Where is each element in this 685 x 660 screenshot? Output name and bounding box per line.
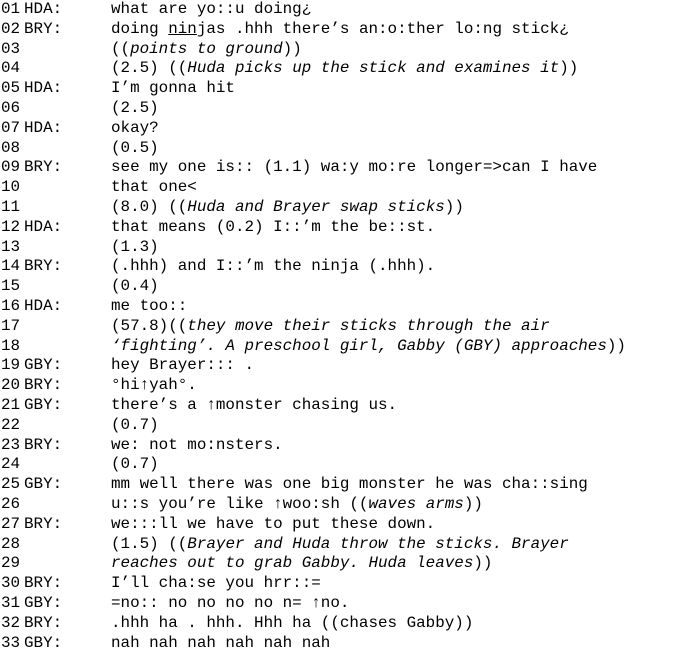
utterance-text	[111, 238, 159, 258]
line-number: 29	[1, 554, 21, 573]
transcript-line	[0, 535, 685, 555]
line-number: 18	[1, 336, 21, 355]
transcript-segment: (.hhh) and I::’m the ninja (.hhh).	[111, 257, 436, 276]
speaker-label: GBY:	[24, 475, 63, 494]
line-number: 13	[1, 237, 21, 256]
transcript-line	[0, 238, 685, 258]
speaker-label: BRY:	[24, 19, 63, 38]
speaker-label: GBY:	[24, 396, 63, 414]
transcript-line	[0, 139, 685, 159]
speaker-label: HDA:	[24, 297, 63, 315]
line-number: 07	[1, 118, 21, 137]
transcript-line	[0, 337, 685, 357]
utterance-text	[111, 99, 159, 119]
transcript-segment: we:::ll we have to put these down.	[111, 514, 436, 533]
line-number: 15	[1, 277, 21, 296]
line-number: 08	[1, 138, 21, 157]
speaker-label: BRY:	[24, 613, 63, 632]
transcript-segment: nin	[168, 19, 197, 38]
transcript-annotation: points to ground	[130, 39, 283, 58]
line-number: 33	[1, 633, 21, 652]
transcript-segment: ))	[606, 336, 626, 355]
speaker-label: GBY:	[24, 633, 63, 652]
transcript-segment: (8.0) ((	[111, 198, 188, 216]
transcript-line	[0, 40, 685, 60]
transcript-line	[0, 198, 685, 218]
transcript-line	[0, 356, 685, 376]
speaker-label: BRY:	[24, 257, 63, 276]
transcript-line	[0, 178, 685, 198]
utterance-text	[111, 337, 626, 357]
transcript-annotation: waves arms	[368, 495, 464, 513]
utterance-text	[111, 594, 349, 614]
transcript-line	[0, 79, 685, 99]
utterance-text	[111, 554, 492, 574]
speaker-label: HDA:	[24, 0, 63, 18]
utterance-text	[111, 0, 311, 20]
transcript-line	[0, 495, 685, 515]
transcript-segment: ((	[111, 39, 131, 58]
transcript-segment: (57.8)((	[111, 316, 188, 335]
transcript-segment: that means (0.2) I::’m the be::st.	[111, 217, 436, 236]
line-number: 17	[1, 316, 21, 335]
line-number: 02	[1, 19, 21, 38]
line-number: 28	[1, 534, 21, 553]
transcript-annotation: reaches out to grab Gabby. Huda leaves	[111, 554, 474, 573]
transcript-line	[0, 0, 685, 20]
utterance-text	[111, 158, 597, 178]
speaker-label: BRY:	[24, 574, 63, 593]
transcript-segment: (1.3)	[111, 237, 159, 256]
utterance-text	[111, 317, 550, 337]
transcript-segment: (0.5)	[111, 138, 159, 157]
transcript-line	[0, 554, 685, 574]
transcript-line	[0, 158, 685, 178]
utterance-text	[111, 574, 321, 594]
speaker-label: HDA:	[24, 217, 63, 236]
utterance-text	[111, 297, 187, 317]
transcript-segment: ))	[473, 554, 493, 573]
speaker-label: HDA:	[24, 79, 63, 98]
utterance-text	[111, 178, 197, 198]
transcript-segment: (2.5) ((	[111, 59, 188, 78]
utterance-text	[111, 515, 435, 535]
line-number: 32	[1, 613, 21, 632]
transcript-line	[0, 218, 685, 238]
line-number: 11	[1, 198, 21, 216]
transcript-segment: hey Brayer::: .	[111, 356, 255, 375]
transcript-annotation: they move their sticks through the air	[187, 316, 550, 335]
transcript-segment: (0.7)	[111, 415, 159, 434]
transcript-segment: (1.5) ((	[111, 534, 188, 553]
line-number: 24	[1, 455, 21, 474]
utterance-text	[111, 475, 588, 495]
line-number: 19	[1, 356, 21, 375]
transcript-segment: nah nah nah nah nah nah	[111, 633, 331, 652]
transcript-line	[0, 614, 685, 634]
transcript-line	[0, 376, 685, 396]
utterance-text	[111, 614, 473, 634]
utterance-text	[111, 59, 578, 79]
transcript-segment: ))	[559, 59, 579, 78]
transcript-segment: ))	[463, 495, 483, 513]
transcript-segment: doing	[111, 19, 169, 38]
transcript-segment: °hi↑yah°.	[111, 376, 197, 395]
transcript-annotation: Huda picks up the stick and examines it	[187, 59, 560, 78]
transcript-line	[0, 594, 685, 614]
transcript-line	[0, 396, 685, 416]
utterance-text	[111, 356, 254, 376]
transcript-line	[0, 475, 685, 495]
line-number: 09	[1, 158, 21, 177]
utterance-text	[111, 634, 330, 654]
transcript-segment: =no:: no no no no n= ↑no.	[111, 594, 350, 612]
transcript-segment: ))	[444, 198, 464, 216]
transcript-segment: mm well there was one big monster he was cha::sing	[111, 475, 588, 494]
speaker-label: BRY:	[24, 376, 63, 395]
transcript-line	[0, 455, 685, 475]
speaker-label: HDA:	[24, 118, 63, 137]
utterance-text	[111, 455, 159, 475]
transcript-segment: okay?	[111, 118, 159, 137]
transcript-line	[0, 297, 685, 317]
line-number: 20	[1, 376, 21, 395]
transcript-segment: (2.5)	[111, 99, 159, 117]
transcript-segment: we: not mo:nsters.	[111, 435, 283, 454]
transcript-segment: there’s a ↑monster chasing us.	[111, 396, 398, 414]
transcript-segment: (0.7)	[111, 455, 159, 474]
transcript-line	[0, 634, 685, 654]
speaker-label: BRY:	[24, 435, 63, 454]
line-number: 31	[1, 594, 21, 612]
line-number: 05	[1, 79, 21, 98]
line-number: 06	[1, 99, 21, 117]
line-number: 01	[1, 0, 21, 18]
line-number: 03	[1, 39, 21, 58]
line-number: 10	[1, 178, 21, 197]
line-number: 16	[1, 297, 21, 315]
utterance-text	[111, 198, 464, 218]
transcript-line	[0, 416, 685, 436]
transcript-annotation: Huda and Brayer swap sticks	[187, 198, 445, 216]
transcript-line	[0, 515, 685, 535]
transcript-segment: I’ll cha:se you hrr::=	[111, 574, 321, 593]
transcript-line	[0, 317, 685, 337]
line-number: 26	[1, 495, 21, 513]
transcript-segment: jas .hhh there’s an:o:ther lo:ng stick¿	[196, 19, 569, 38]
transcript-segment: .hhh ha . hhh. Hhh ha ((chases Gabby))	[111, 613, 474, 632]
utterance-text	[111, 535, 569, 555]
transcript-segment: I’m gonna hit	[111, 79, 235, 98]
transcript-segment: see my one is:: (1.1) wa:y mo:re longer=>can I have	[111, 158, 598, 177]
transcript-segment: u::s you’re like ↑woo:sh ((	[111, 495, 369, 513]
utterance-text	[111, 495, 483, 515]
utterance-text	[111, 20, 569, 40]
utterance-text	[111, 139, 159, 159]
transcript-segment: what are yo::u doing¿	[111, 0, 312, 18]
utterance-text	[111, 376, 197, 396]
speaker-label: GBY:	[24, 356, 63, 375]
transcript-annotation: Brayer and Huda throw the sticks. Brayer	[187, 534, 569, 553]
speaker-label: BRY:	[24, 158, 63, 177]
utterance-text	[111, 436, 283, 456]
transcript-line	[0, 99, 685, 119]
line-number: 22	[1, 415, 21, 434]
utterance-text	[111, 79, 235, 99]
transcript-segment: me too::	[111, 297, 188, 315]
utterance-text	[111, 277, 159, 297]
transcript-line	[0, 257, 685, 277]
utterance-text	[111, 396, 397, 416]
utterance-text	[111, 40, 302, 60]
transcript-segment: that one<	[111, 178, 197, 197]
line-number: 21	[1, 396, 21, 414]
line-number: 04	[1, 59, 21, 78]
utterance-text	[111, 257, 435, 277]
line-number: 14	[1, 257, 21, 276]
utterance-text	[111, 119, 159, 139]
transcript-line	[0, 119, 685, 139]
speaker-label: GBY:	[24, 594, 63, 612]
utterance-text	[111, 218, 435, 238]
transcript-segment: ))	[282, 39, 302, 58]
line-number: 30	[1, 574, 21, 593]
transcript-annotation: ‘fighting’. A preschool girl, Gabby (GBY) approaches	[111, 336, 607, 355]
line-number: 23	[1, 435, 21, 454]
transcript-line	[0, 436, 685, 456]
line-number: 27	[1, 514, 21, 533]
line-number: 12	[1, 217, 21, 236]
transcript-line	[0, 20, 685, 40]
transcript-line	[0, 574, 685, 594]
line-number: 25	[1, 475, 21, 494]
speaker-label: BRY:	[24, 514, 63, 533]
utterance-text	[111, 416, 159, 436]
transcript-segment: (0.4)	[111, 277, 159, 296]
transcript-line	[0, 277, 685, 297]
transcript-line	[0, 59, 685, 79]
